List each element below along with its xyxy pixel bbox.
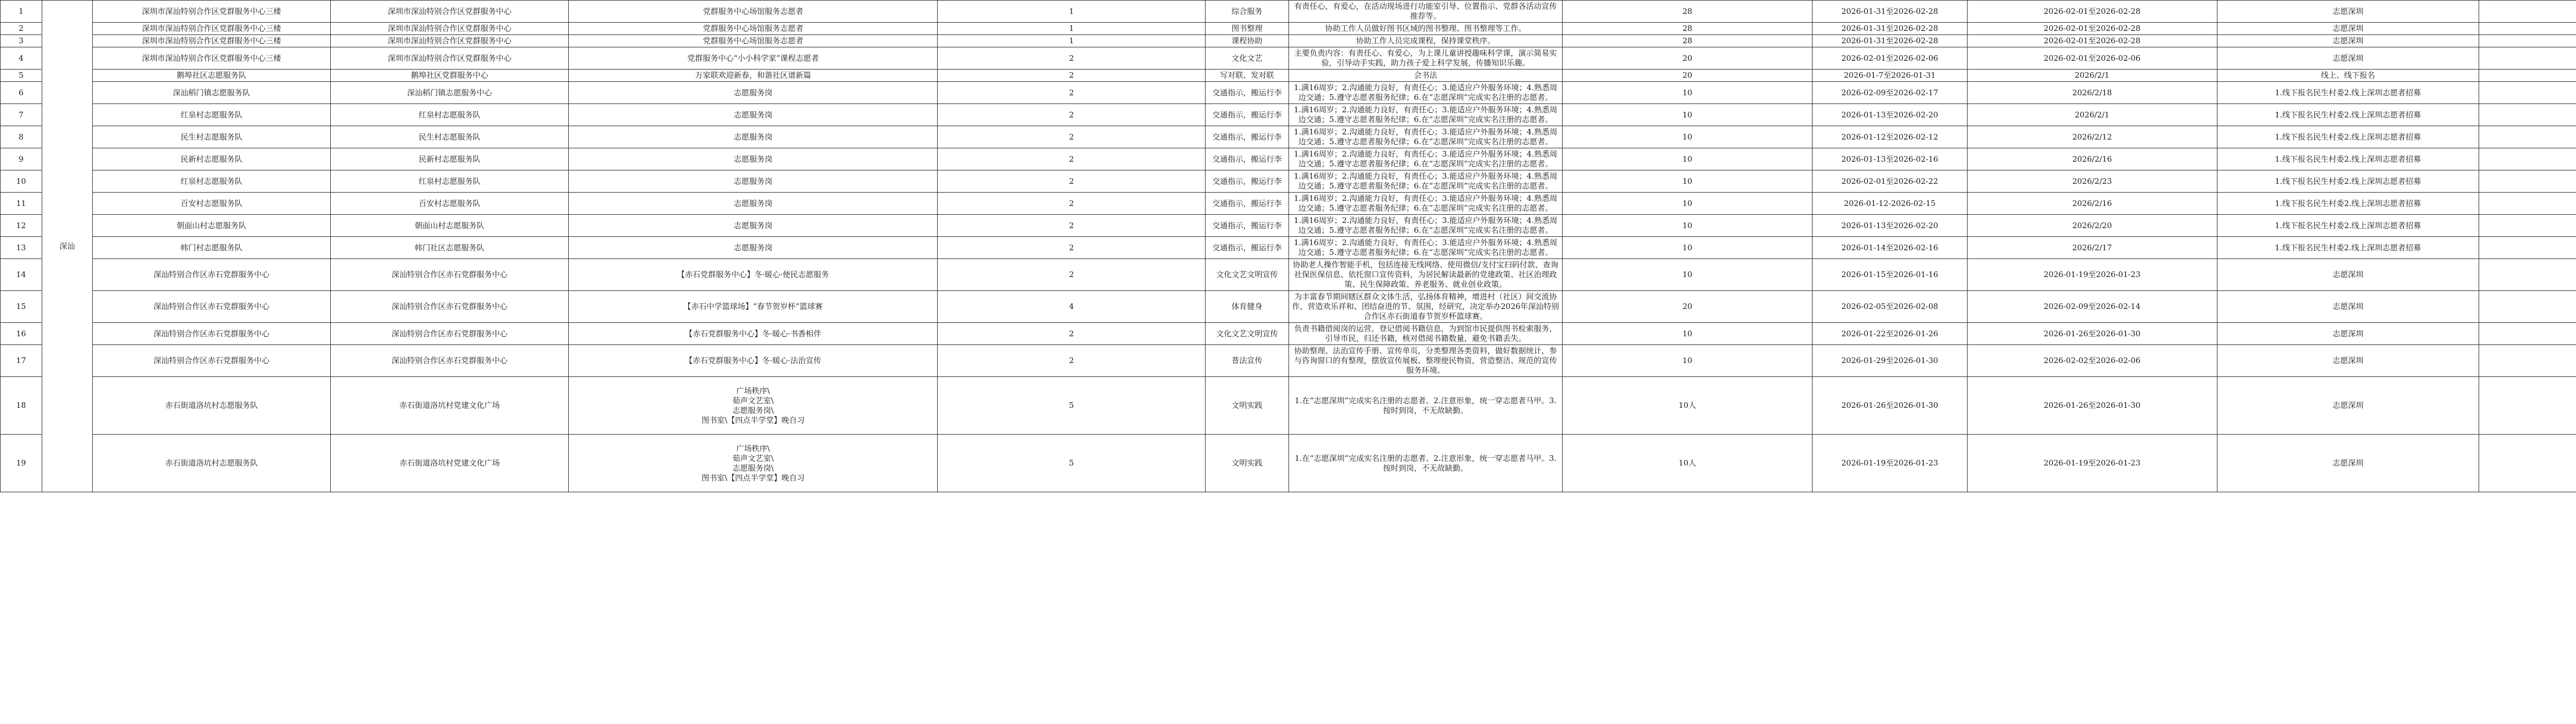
content-cell[interactable]: 1.满16周岁；2.沟通能力良好，有责任心；3.能适应户外服务环境；4.熟悉周边交通；5.遵守志愿者服务纪律；6.在“志愿深圳”完成实名注册的志愿者。 [1289, 82, 1562, 104]
row-number-cell[interactable]: 7 [1, 104, 42, 126]
signup-cell[interactable]: 1.线下报名民生村委2.线上深圳志愿者招募 [2217, 126, 2479, 148]
role-cell[interactable]: 志愿服务岗 [569, 104, 938, 126]
recruit-period-cell[interactable]: 2026-01-31至2026-02-28 [1812, 35, 1967, 47]
hours-cell[interactable]: 10 [1563, 215, 1812, 237]
table-row [1, 435, 2576, 492]
role-cell[interactable]: 志愿服务岗 [569, 126, 938, 148]
hours-cell[interactable]: 28 [1563, 23, 1812, 35]
host-org-cell[interactable]: 深汕特别合作区赤石党群服务中心 [93, 291, 331, 323]
content-cell[interactable]: 有责任心，有爱心，在活动现场进行功能室引导、位置指示、党群各活动宣传推荐等。 [1289, 1, 1562, 23]
host-org-cell[interactable]: 红泉村志愿服务队 [93, 104, 331, 126]
site-cell[interactable]: 深圳市深汕特别合作区党群服务中心 [331, 1, 569, 23]
row-number-cell[interactable]: 2 [1, 23, 42, 35]
service-period-cell[interactable]: 2026/2/18 [1967, 82, 2217, 104]
count-cell[interactable]: 2 [938, 126, 1206, 148]
row-number-cell[interactable]: 18 [1, 377, 42, 435]
remark-cell[interactable] [2479, 82, 2576, 104]
content-cell[interactable]: 协助老人操作智能手机，包括连接无线网络、使用微信/支付宝扫码付款、查询社保医保信息、依托窗口宣传资料，为居民解读最新的党建政策、社区治理政策、民生保障政策、养老服务、就业创业政策。 [1289, 259, 1562, 291]
service-period-cell[interactable]: 2026/2/16 [1967, 148, 2217, 170]
site-cell[interactable]: 帏门社区志愿服务队 [331, 237, 569, 259]
role-cell[interactable]: 广场秩序\ 茹声文艺室\ 志愿服务岗\ 图书室\【四点半学堂】晚自习 [569, 435, 938, 492]
recruit-period-cell[interactable]: 2026-01-19至2026-01-23 [1812, 435, 1967, 492]
count-cell[interactable]: 2 [938, 170, 1206, 193]
signup-cell[interactable]: 1.线下报名民生村委2.线上深圳志愿者招募 [2217, 148, 2479, 170]
table-row [1, 70, 2576, 82]
site-cell[interactable]: 民生村志愿服务队 [331, 126, 569, 148]
count-cell[interactable]: 2 [938, 237, 1206, 259]
hours-cell[interactable]: 10 [1563, 259, 1812, 291]
content-cell[interactable]: 1.满16周岁；2.沟通能力良好，有责任心；3.能适应户外服务环境；4.熟悉周边交通；5.遵守志愿者服务纪律；6.在“志愿深圳”完成实名注册的志愿者。 [1289, 126, 1562, 148]
remark-cell[interactable] [2479, 47, 2576, 70]
service-type-cell[interactable]: 交通指示，搬运行李 [1206, 193, 1289, 215]
hours-cell[interactable]: 10 [1563, 170, 1812, 193]
district-cell[interactable]: 深汕 [42, 1, 92, 492]
recruit-period-cell[interactable]: 2026-01-26至2026-01-30 [1812, 377, 1967, 435]
hours-cell[interactable]: 20 [1563, 70, 1812, 82]
host-org-cell[interactable]: 深汕特别合作区赤石党群服务中心 [93, 345, 331, 377]
recruit-period-cell[interactable]: 2026-01-13至2026-02-16 [1812, 148, 1967, 170]
site-cell[interactable]: 赤石街道洛坑村党建文化广场 [331, 377, 569, 435]
host-org-cell[interactable]: 深圳市深汕特别合作区党群服务中心三楼 [93, 35, 331, 47]
service-type-cell[interactable]: 图书整理 [1206, 23, 1289, 35]
remark-cell[interactable] [2479, 345, 2576, 377]
remark-cell[interactable] [2479, 148, 2576, 170]
hours-cell[interactable]: 20 [1563, 47, 1812, 70]
service-period-cell[interactable]: 2026-02-01至2026-02-28 [1967, 1, 2217, 23]
recruit-period-cell[interactable]: 2026-01-13至2026-02-20 [1812, 104, 1967, 126]
content-cell[interactable]: 1.满16周岁；2.沟通能力良好，有责任心；3.能适应户外服务环境；4.熟悉周边交通；5.遵守志愿者服务纪律；6.在“志愿深圳”完成实名注册的志愿者。 [1289, 170, 1562, 193]
recruit-period-cell[interactable]: 2026-02-01至2026-02-22 [1812, 170, 1967, 193]
service-type-cell[interactable]: 交通指示，搬运行李 [1206, 148, 1289, 170]
recruit-period-cell[interactable]: 2026-02-01至2026-02-06 [1812, 47, 1967, 70]
remark-cell[interactable] [2479, 126, 2576, 148]
service-period-cell[interactable]: 2026-02-01至2026-02-06 [1967, 47, 2217, 70]
site-cell[interactable]: 赤石街道洛坑村党建文化广场 [331, 435, 569, 492]
signup-cell[interactable]: 1.线下报名民生村委2.线上深圳志愿者招募 [2217, 215, 2479, 237]
service-period-cell[interactable]: 2026/2/17 [1967, 237, 2217, 259]
service-type-cell[interactable]: 交通指示，搬运行李 [1206, 104, 1289, 126]
service-period-cell[interactable]: 2026-01-19至2026-01-23 [1967, 435, 2217, 492]
service-type-cell[interactable]: 文化文艺 [1206, 47, 1289, 70]
row-number-cell[interactable]: 11 [1, 193, 42, 215]
site-cell[interactable]: 深汕特别合作区赤石党群服务中心 [331, 323, 569, 345]
signup-cell[interactable]: 志愿深圳 [2217, 47, 2479, 70]
site-cell[interactable]: 深圳市深汕特别合作区党群服务中心 [331, 35, 569, 47]
host-org-cell[interactable]: 深圳市深汕特别合作区党群服务中心三楼 [93, 47, 331, 70]
row-number-cell[interactable]: 17 [1, 345, 42, 377]
signup-cell[interactable]: 志愿深圳 [2217, 345, 2479, 377]
signup-cell[interactable]: 志愿深圳 [2217, 23, 2479, 35]
hours-cell[interactable]: 10 [1563, 323, 1812, 345]
signup-cell[interactable]: 1.线下报名民生村委2.线上深圳志愿者招募 [2217, 170, 2479, 193]
service-period-cell[interactable]: 2026-02-02至2026-02-06 [1967, 345, 2217, 377]
role-cell[interactable]: 【赤石党群服务中心】冬·暖心·法治宣传 [569, 345, 938, 377]
hours-cell[interactable]: 10 [1563, 237, 1812, 259]
remark-cell[interactable] [2479, 237, 2576, 259]
role-cell[interactable]: 志愿服务岗 [569, 193, 938, 215]
content-cell[interactable]: 主要负责内容：有责任心、有爱心，为上课儿童讲授趣味科学课，演示简易实验，引导动手实践，助力孩子爱上科学发展，传播知识乐趣。 [1289, 47, 1562, 70]
remark-cell[interactable] [2479, 259, 2576, 291]
service-type-cell[interactable]: 交通指示，搬运行李 [1206, 82, 1289, 104]
hours-cell[interactable]: 10 [1563, 148, 1812, 170]
service-type-cell[interactable]: 文化文艺文明宣传 [1206, 259, 1289, 291]
recruit-period-cell[interactable]: 2026-01-12-2026-02-15 [1812, 193, 1967, 215]
host-org-cell[interactable]: 民生村志愿服务队 [93, 126, 331, 148]
count-cell[interactable]: 2 [938, 47, 1206, 70]
role-cell[interactable]: 志愿服务岗 [569, 170, 938, 193]
service-type-cell[interactable]: 文明实践 [1206, 377, 1289, 435]
hours-cell[interactable]: 10 [1563, 345, 1812, 377]
service-period-cell[interactable]: 2026/2/20 [1967, 215, 2217, 237]
host-org-cell[interactable]: 赤石街道洛坑村志愿服务队 [93, 435, 331, 492]
row-number-cell[interactable]: 3 [1, 35, 42, 47]
site-cell[interactable]: 百安村志愿服务队 [331, 193, 569, 215]
hours-cell[interactable]: 10 [1563, 104, 1812, 126]
role-cell[interactable]: 【赤石中学篮球场】“春节贺岁杯”篮球赛 [569, 291, 938, 323]
service-period-cell[interactable]: 2026-02-01至2026-02-28 [1967, 35, 2217, 47]
service-period-cell[interactable]: 2026-01-26至2026-01-30 [1967, 323, 2217, 345]
host-org-cell[interactable]: 百安村志愿服务队 [93, 193, 331, 215]
hours-cell[interactable]: 10 [1563, 126, 1812, 148]
count-cell[interactable]: 2 [938, 148, 1206, 170]
count-cell[interactable]: 1 [938, 35, 1206, 47]
table-row [1, 47, 2576, 70]
row-number-cell[interactable]: 1 [1, 1, 42, 23]
service-type-cell[interactable]: 交通指示，搬运行李 [1206, 126, 1289, 148]
remark-cell[interactable] [2479, 104, 2576, 126]
hours-cell[interactable]: 10 [1563, 193, 1812, 215]
signup-cell[interactable]: 志愿深圳 [2217, 1, 2479, 23]
content-cell[interactable]: 1.满16周岁；2.沟通能力良好，有责任心；3.能适应户外服务环境；4.熟悉周边交通；5.遵守志愿者服务纪律；6.在“志愿深圳”完成实名注册的志愿者。 [1289, 104, 1562, 126]
table-row [1, 170, 2576, 193]
count-cell[interactable]: 2 [938, 259, 1206, 291]
signup-cell[interactable]: 志愿深圳 [2217, 377, 2479, 435]
signup-cell[interactable]: 志愿深圳 [2217, 291, 2479, 323]
remark-cell[interactable] [2479, 1, 2576, 23]
role-cell[interactable]: 志愿服务岗 [569, 148, 938, 170]
service-type-cell[interactable]: 文化文艺文明宣传 [1206, 323, 1289, 345]
signup-cell[interactable]: 1.线下报名民生村委2.线上深圳志愿者招募 [2217, 82, 2479, 104]
signup-cell[interactable]: 志愿深圳 [2217, 435, 2479, 492]
recruit-period-cell[interactable]: 2026-02-09至2026-02-17 [1812, 82, 1967, 104]
content-cell[interactable]: 1.满16周岁；2.沟通能力良好，有责任心；3.能适应户外服务环境；4.熟悉周边交通；5.遵守志愿者服务纪律；6.在“志愿深圳”完成实名注册的志愿者。 [1289, 193, 1562, 215]
service-type-cell[interactable]: 文明实践 [1206, 435, 1289, 492]
recruit-period-cell[interactable]: 2026-02-05至2026-02-08 [1812, 291, 1967, 323]
content-cell[interactable]: 1.在“志愿深圳”完成实名注册的志愿者。2.注意形象，统一穿志愿者马甲。3.按时到岗，不无故缺勤。 [1289, 377, 1562, 435]
service-period-cell[interactable]: 2026/2/1 [1967, 70, 2217, 82]
row-number-cell[interactable]: 16 [1, 323, 42, 345]
role-cell[interactable]: 万家联欢迎新春，和谐社区谱新篇 [569, 70, 938, 82]
table-row [1, 237, 2576, 259]
signup-cell[interactable]: 线上、线下报名 [2217, 70, 2479, 82]
row-number-cell[interactable]: 10 [1, 170, 42, 193]
count-cell[interactable]: 1 [938, 23, 1206, 35]
signup-cell[interactable]: 志愿深圳 [2217, 259, 2479, 291]
remark-cell[interactable] [2479, 193, 2576, 215]
recruit-period-cell[interactable]: 2026-01-22至2026-01-26 [1812, 323, 1967, 345]
recruit-period-cell[interactable]: 2026-01-13至2026-02-20 [1812, 215, 1967, 237]
row-number-cell[interactable]: 9 [1, 148, 42, 170]
host-org-cell[interactable]: 深汕稻门镇志愿服务队 [93, 82, 331, 104]
hours-cell[interactable]: 28 [1563, 1, 1812, 23]
site-cell[interactable]: 朝面山村志愿服务队 [331, 215, 569, 237]
host-org-cell[interactable]: 深汕特别合作区赤石党群服务中心 [93, 259, 331, 291]
role-cell[interactable]: 党群服务中心场馆服务志愿者 [569, 23, 938, 35]
row-number-cell[interactable]: 6 [1, 82, 42, 104]
signup-cell[interactable]: 志愿深圳 [2217, 323, 2479, 345]
host-org-cell[interactable]: 红泉村志愿服务队 [93, 170, 331, 193]
host-org-cell[interactable]: 帏门村志愿服务队 [93, 237, 331, 259]
service-type-cell[interactable]: 普法宣传 [1206, 345, 1289, 377]
site-cell[interactable]: 鹅埠社区党群服务中心 [331, 70, 569, 82]
signup-cell[interactable]: 志愿深圳 [2217, 35, 2479, 47]
recruit-period-cell[interactable]: 2026-01-15至2026-01-16 [1812, 259, 1967, 291]
table-row [1, 148, 2576, 170]
service-type-cell[interactable]: 写对联、发对联 [1206, 70, 1289, 82]
table-row [1, 126, 2576, 148]
content-cell[interactable]: 会书法 [1289, 70, 1562, 82]
service-period-cell[interactable]: 2026-02-01至2026-02-28 [1967, 23, 2217, 35]
row-number-cell[interactable]: 4 [1, 47, 42, 70]
remark-cell[interactable] [2479, 291, 2576, 323]
site-cell[interactable]: 深圳市深汕特别合作区党群服务中心 [331, 23, 569, 35]
remark-cell[interactable] [2479, 323, 2576, 345]
hours-cell[interactable]: 10人 [1563, 377, 1812, 435]
content-cell[interactable]: 协助工作人员完成课程，保持课堂秩序。 [1289, 35, 1562, 47]
service-period-cell[interactable]: 2026/2/1 [1967, 104, 2217, 126]
role-cell[interactable]: 【赤石党群服务中心】冬·暖心·便民志愿服务 [569, 259, 938, 291]
service-period-cell[interactable]: 2026/2/16 [1967, 193, 2217, 215]
hours-cell[interactable]: 28 [1563, 35, 1812, 47]
table-row [1, 104, 2576, 126]
count-cell[interactable]: 5 [938, 377, 1206, 435]
recruit-period-cell[interactable]: 2026-01-31至2026-02-28 [1812, 23, 1967, 35]
table-row [1, 82, 2576, 104]
remark-cell[interactable] [2479, 215, 2576, 237]
host-org-cell[interactable]: 朝面山村志愿服务队 [93, 215, 331, 237]
count-cell[interactable]: 1 [938, 1, 1206, 23]
count-cell[interactable]: 4 [938, 291, 1206, 323]
service-period-cell[interactable]: 2026/2/23 [1967, 170, 2217, 193]
site-cell[interactable]: 民新村志愿服务队 [331, 148, 569, 170]
row-number-cell[interactable]: 5 [1, 70, 42, 82]
content-cell[interactable]: 协助工作人员做好图书区域的图书整理、图书整理等工作。 [1289, 23, 1562, 35]
role-cell[interactable]: 广场秩序\ 茹声文艺室\ 志愿服务岗\ 图书室\【四点半学堂】晚自习 [569, 377, 938, 435]
remark-cell[interactable] [2479, 35, 2576, 47]
recruit-period-cell[interactable]: 2026-01-7至2026-01-31 [1812, 70, 1967, 82]
service-type-cell[interactable]: 综合服务 [1206, 1, 1289, 23]
recruit-period-cell[interactable]: 2026-01-12至2026-02-12 [1812, 126, 1967, 148]
signup-cell[interactable]: 1.线下报名民生村委2.线上深圳志愿者招募 [2217, 237, 2479, 259]
recruit-period-cell[interactable]: 2026-01-31至2026-02-28 [1812, 1, 1967, 23]
recruit-period-cell[interactable]: 2026-01-29至2026-01-30 [1812, 345, 1967, 377]
row-number-cell[interactable]: 12 [1, 215, 42, 237]
host-org-cell[interactable]: 深圳市深汕特别合作区党群服务中心三楼 [93, 23, 331, 35]
count-cell[interactable]: 2 [938, 70, 1206, 82]
table-row [1, 323, 2576, 345]
row-number-cell[interactable]: 14 [1, 259, 42, 291]
count-cell[interactable]: 5 [938, 435, 1206, 492]
recruit-period-cell[interactable]: 2026-01-14至2026-02-16 [1812, 237, 1967, 259]
signup-cell[interactable]: 1.线下报名民生村委2.线上深圳志愿者招募 [2217, 104, 2479, 126]
content-cell[interactable]: 1.在“志愿深圳”完成实名注册的志愿者。2.注意形象，统一穿志愿者马甲。3.按时到岗，不无故缺勤。 [1289, 435, 1562, 492]
role-cell[interactable]: 志愿服务岗 [569, 82, 938, 104]
content-cell[interactable]: 协助整理、法治宣传手册、宣传单页，分类整理各类资料，做好数据统计，参与咨询窗口的有整理，摆放宣传展板、整理便民物资，营造整洁、规范的宣传服务环境。 [1289, 345, 1562, 377]
site-cell[interactable]: 深圳市深汕特别合作区党群服务中心 [331, 47, 569, 70]
row-number-cell[interactable]: 8 [1, 126, 42, 148]
row-number-cell[interactable]: 19 [1, 435, 42, 492]
table-row [1, 259, 2576, 291]
host-org-cell[interactable]: 深汕特别合作区赤石党群服务中心 [93, 323, 331, 345]
service-type-cell[interactable]: 交通指示，搬运行李 [1206, 170, 1289, 193]
content-cell[interactable]: 负责书籍借阅岗的运营，登记借阅书籍信息，为到馆市民提供图书检索服务，引导市民，归还书籍，核对借阅书籍数量，避免书籍丢失。 [1289, 323, 1562, 345]
site-cell[interactable]: 深汕特别合作区赤石党群服务中心 [331, 291, 569, 323]
count-cell[interactable]: 2 [938, 323, 1206, 345]
remark-cell[interactable] [2479, 435, 2576, 492]
service-type-cell[interactable]: 交通指示，搬运行李 [1206, 215, 1289, 237]
row-number-cell[interactable]: 15 [1, 291, 42, 323]
table-row [1, 345, 2576, 377]
remark-cell[interactable] [2479, 23, 2576, 35]
table-row [1, 377, 2576, 435]
hours-cell[interactable]: 10 [1563, 82, 1812, 104]
count-cell[interactable]: 2 [938, 82, 1206, 104]
role-cell[interactable]: 志愿服务岗 [569, 215, 938, 237]
content-cell[interactable]: 1.满16周岁；2.沟通能力良好，有责任心；3.能适应户外服务环境；4.熟悉周边交通；5.遵守志愿者服务纪律；6.在“志愿深圳”完成实名注册的志愿者。 [1289, 148, 1562, 170]
count-cell[interactable]: 2 [938, 193, 1206, 215]
row-number-cell[interactable]: 13 [1, 237, 42, 259]
service-period-cell[interactable]: 2026/2/12 [1967, 126, 2217, 148]
count-cell[interactable]: 2 [938, 345, 1206, 377]
table-row [1, 35, 2576, 47]
service-type-cell[interactable]: 交通指示，搬运行李 [1206, 237, 1289, 259]
host-org-cell[interactable]: 深圳市深汕特别合作区党群服务中心三楼 [93, 1, 331, 23]
role-cell[interactable]: 党群服务中心场馆服务志愿者 [569, 1, 938, 23]
service-type-cell[interactable]: 课程协助 [1206, 35, 1289, 47]
site-cell[interactable]: 深汕稻门镇志愿服务中心 [331, 82, 569, 104]
table-row [1, 1, 2576, 23]
remark-cell[interactable] [2479, 377, 2576, 435]
service-period-cell[interactable]: 2026-01-26至2026-01-30 [1967, 377, 2217, 435]
host-org-cell[interactable]: 赤石街道洛坑村志愿服务队 [93, 377, 331, 435]
service-period-cell[interactable]: 2026-02-09至2026-02-14 [1967, 291, 2217, 323]
site-cell[interactable]: 深汕特别合作区赤石党群服务中心 [331, 259, 569, 291]
hours-cell[interactable]: 20 [1563, 291, 1812, 323]
signup-cell[interactable]: 1.线下报名民生村委2.线上深圳志愿者招募 [2217, 193, 2479, 215]
table-row [1, 23, 2576, 35]
site-cell[interactable]: 深汕特别合作区赤石党群服务中心 [331, 345, 569, 377]
remark-cell[interactable] [2479, 70, 2576, 82]
role-cell[interactable]: 党群服务中心场馆服务志愿者 [569, 35, 938, 47]
count-cell[interactable]: 2 [938, 215, 1206, 237]
host-org-cell[interactable]: 民新村志愿服务队 [93, 148, 331, 170]
role-cell[interactable]: 【赤石党群服务中心】冬·暖心·书香相伴 [569, 323, 938, 345]
service-period-cell[interactable]: 2026-01-19至2026-01-23 [1967, 259, 2217, 291]
table-row [1, 193, 2576, 215]
table-row [1, 215, 2576, 237]
host-org-cell[interactable]: 鹅埠社区志愿服务队 [93, 70, 331, 82]
role-cell[interactable]: 志愿服务岗 [569, 237, 938, 259]
count-cell[interactable]: 2 [938, 104, 1206, 126]
table-row [1, 291, 2576, 323]
remark-cell[interactable] [2479, 170, 2576, 193]
site-cell[interactable]: 红泉村志愿服务队 [331, 170, 569, 193]
site-cell[interactable]: 红泉村志愿服务队 [331, 104, 569, 126]
service-type-cell[interactable]: 体育健身 [1206, 291, 1289, 323]
content-cell[interactable]: 为丰富春节期间辖区群众文体生活，弘扬体育精神，增进村（社区）间交流协作，营造欢乐祥和、团结奋进的节、氛围，经研究，决定举办2026年深汕特别合作区赤石街道春节贺岁杯篮球赛。 [1289, 291, 1562, 323]
content-cell[interactable]: 1.满16周岁；2.沟通能力良好，有责任心；3.能适应户外服务环境；4.熟悉周边交通；5.遵守志愿者服务纪律；6.在“志愿深圳”完成实名注册的志愿者。 [1289, 215, 1562, 237]
content-cell[interactable]: 1.满16周岁；2.沟通能力良好，有责任心；3.能适应户外服务环境；4.熟悉周边交通；5.遵守志愿者服务纪律；6.在“志愿深圳”完成实名注册的志愿者。 [1289, 237, 1562, 259]
role-cell[interactable]: 党群服务中心“小小科学家”课程志愿者 [569, 47, 938, 70]
hours-cell[interactable]: 10人 [1563, 435, 1812, 492]
